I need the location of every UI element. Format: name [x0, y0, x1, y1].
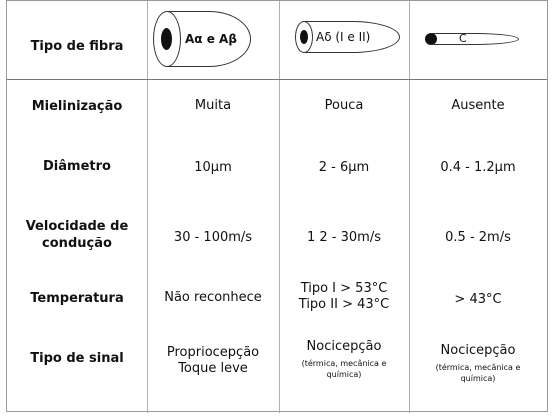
fiber-a-delta-label: Aδ (I e II) [316, 30, 371, 44]
tipo-de-sinal-propriocepcao: Propriocepção [166, 345, 260, 360]
tipo-de-sinal-c-detail: (térmica, mecânica e química) [435, 363, 521, 383]
fiber-c-label: C [459, 32, 467, 45]
row-label-mielinizacao: Mielinização [31, 98, 123, 114]
tipo-de-sinal-a-delta-main: Nocicepção [306, 339, 382, 354]
fiber-a-alpha-beta [153, 11, 251, 67]
temperatura-a-delta [279, 277, 409, 317]
fiber-c [425, 33, 519, 45]
temperatura-c: > 43°C [454, 292, 502, 307]
temperatura-a-delta-tipo-ii: Tipo II > 43°C [298, 297, 390, 312]
row-label-tipo-de-sinal: Tipo de sinal [30, 350, 124, 366]
fiber-a-delta [295, 21, 400, 53]
row-label-velocidade-line2: condução [42, 236, 112, 251]
header-label: Tipo de fibra [30, 38, 124, 54]
temperatura-a-delta-tipo-i: Tipo I > 53°C [300, 281, 388, 296]
row-label-velocidade [7, 215, 147, 255]
tipo-de-sinal-toque-leve: Toque leve [178, 361, 248, 376]
tipo-de-sinal-c-main: Nocicepção [440, 343, 516, 358]
mielinizacao-a-delta: Pouca [324, 98, 364, 113]
diametro-a-delta: 2 - 6µm [318, 160, 370, 175]
tipo-de-sinal-a-delta [279, 339, 409, 389]
header-divider [7, 79, 547, 80]
tipo-de-sinal-a-alpha-beta [147, 341, 279, 381]
velocidade-a-alpha-beta: 30 - 100m/s [173, 230, 253, 245]
mielinizacao-a-alpha-beta: Muita [194, 98, 232, 113]
row-label-velocidade-line1: Velocidade de [25, 219, 129, 234]
mielinizacao-c: Ausente [451, 98, 505, 113]
diametro-a-alpha-beta: 10µm [194, 160, 232, 175]
velocidade-c: 0.5 - 2m/s [445, 230, 511, 245]
row-label-temperatura: Temperatura [30, 290, 124, 306]
tipo-de-sinal-a-delta-detail: (térmica, mecânica e química) [301, 359, 387, 379]
fiber-a-alpha-beta-label: Aα e Aβ [185, 32, 237, 46]
row-label-diametro: Diâmetro [43, 158, 111, 174]
diametro-c: 0.4 - 1.2µm [440, 160, 516, 175]
temperatura-a-alpha-beta: Não reconhece [164, 290, 262, 305]
tipo-de-sinal-c [409, 343, 547, 393]
fiber-comparison-table [6, 0, 548, 412]
velocidade-a-delta: 1 2 - 30m/s [307, 230, 381, 245]
